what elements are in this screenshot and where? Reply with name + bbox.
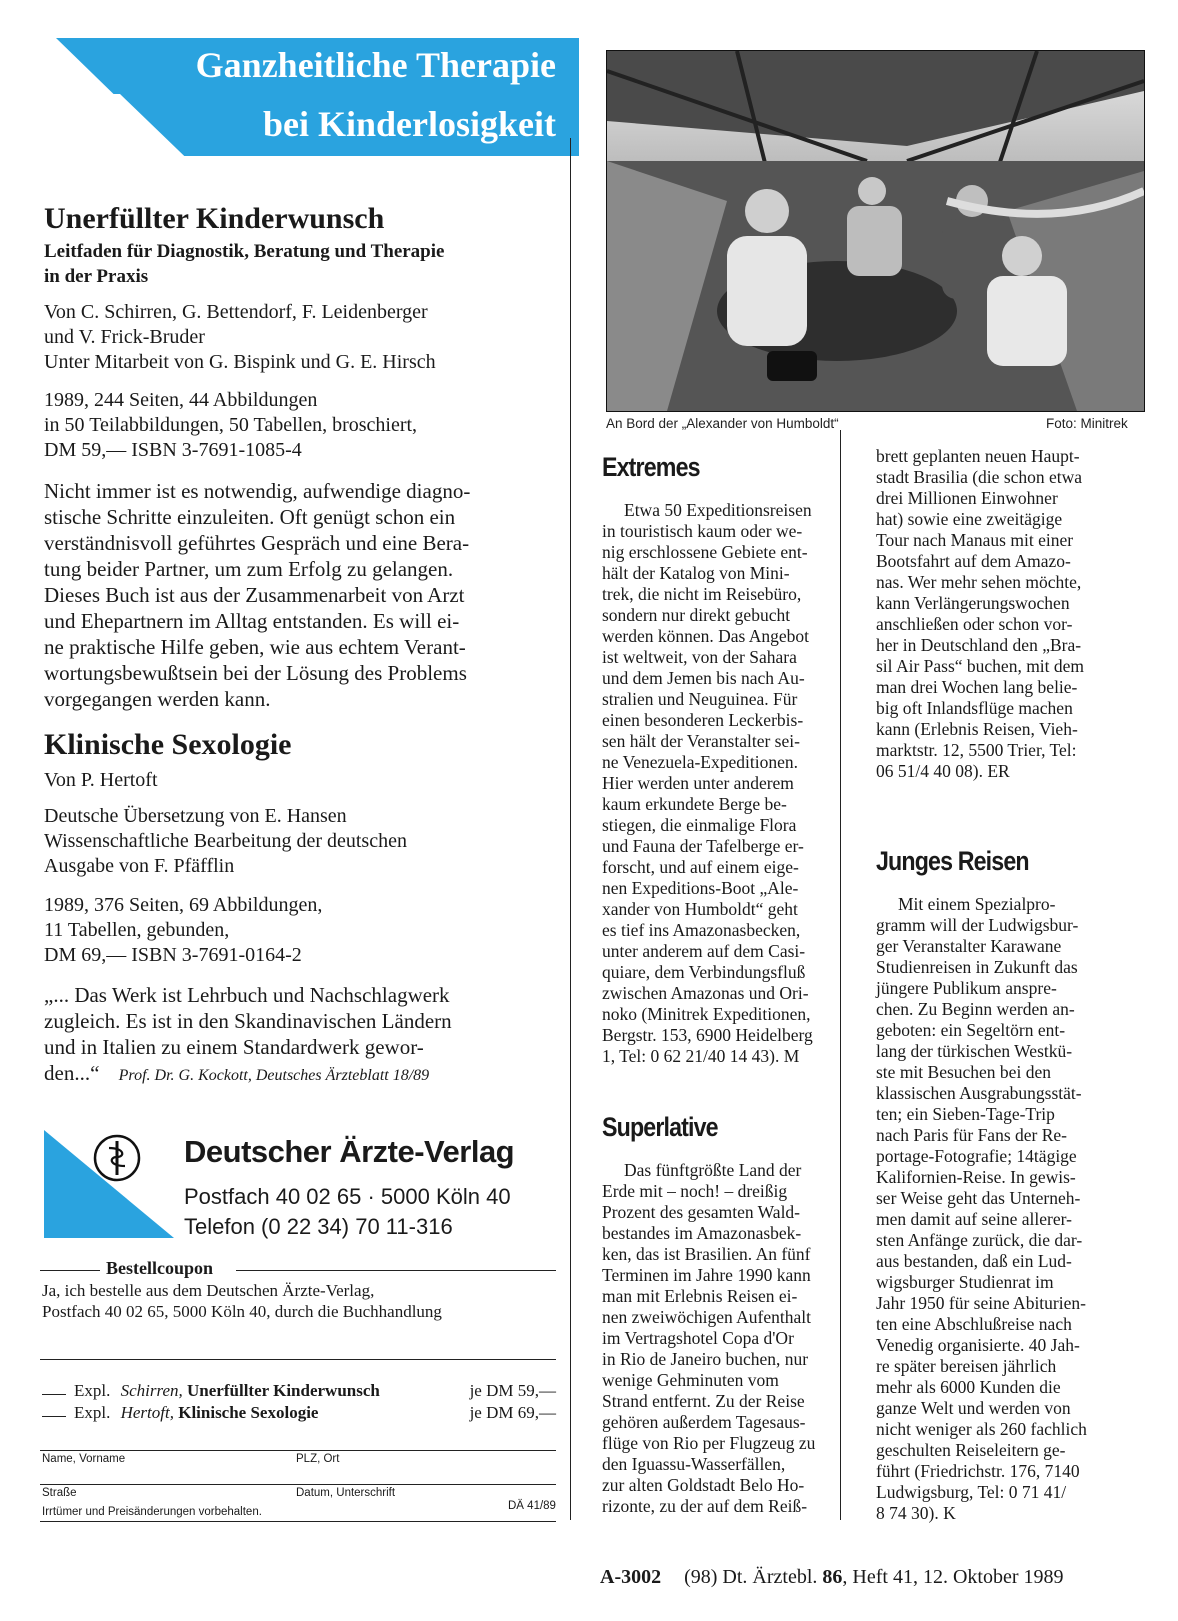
text-line: kann (Erlebnis Reisen, Vieh- (876, 719, 1078, 739)
book1-description-line: ne praktische Hilfe geben, wie aus echtem Verant- (44, 635, 466, 659)
text-line: kann Verlängerungswochen (876, 593, 1070, 613)
text-line: ist weltweit, von der Sahara (602, 647, 797, 667)
text-line: in Rio de Janeiro buchen, nur (602, 1349, 809, 1369)
book2-details-line: DM 69,— ISBN 3-7691-0164-2 (44, 944, 302, 966)
book1-details-line: 1989, 244 Seiten, 44 Abbildungen (44, 389, 318, 411)
text-line: Bootsfahrt auf dem Amazo- (876, 551, 1071, 571)
book1-description-line: Nicht immer ist es notwendig, aufwendige diagno- (44, 479, 471, 503)
text-line: und Fauna der Tafelberge er- (602, 836, 804, 856)
journal-issue-date: , Heft 41, 12. Oktober 1989 (842, 1566, 1064, 1588)
plz-field-label: PLZ, Ort (296, 1453, 340, 1465)
page-footer (600, 1566, 1063, 1589)
text-line: portage-Fotografie; 14tägige (876, 1146, 1077, 1166)
text-line: flüge von Rio per Flugzeug zu (602, 1433, 816, 1453)
text-line: drei Millionen Einwohner (876, 488, 1058, 508)
text-line: her in Deutschland den „Bra- (876, 635, 1082, 655)
text-line: re später bereisen jährlich (876, 1356, 1057, 1376)
text-line: den Iguassu-Wasserfällen, (602, 1454, 786, 1474)
text-line: hat) sowie eine zweitägige (876, 509, 1063, 529)
text-line: jüngere Publikum anspre- (876, 978, 1057, 998)
text-line: Kalifornien-Reise. In gewis- (876, 1167, 1076, 1187)
text-line: mehr als 6000 Kunden die (876, 1377, 1061, 1397)
text-line: unter anderem auf dem Casi- (602, 941, 806, 961)
text-line: 8 74 30). K (876, 1503, 956, 1523)
coupon-text (42, 1280, 442, 1322)
text-line: big oft Inlandsflüge machen (876, 698, 1073, 718)
order-prefix: Expl. (74, 1403, 111, 1422)
junges-text (876, 894, 1124, 1524)
text-line: sen hält der Veranstalter sei- (602, 731, 800, 751)
journal-volume: 86 (822, 1566, 843, 1588)
text-line: lang der türkischen Westkü- (876, 1041, 1073, 1061)
book2-details-line: 11 Tabellen, gebunden, (44, 919, 230, 941)
book1-description-line: stische Schritte einzuleiten. Oft genügt schon ein (44, 505, 456, 529)
book2-quote-line: und in Italien zu einem Standardwerk gewor- (44, 1035, 424, 1059)
text-line: ganze Welt und werden von (876, 1398, 1071, 1418)
boat-photo (606, 50, 1145, 412)
text-line: geschulten Reiseleitern ge- (876, 1440, 1066, 1460)
book2-translation-line: Ausgabe von F. Pfäfflin (44, 855, 235, 877)
coupon-bookstore-line[interactable] (40, 1359, 556, 1360)
text-line: Venedig organisierte. 40 Jah- (876, 1335, 1080, 1355)
text-line: nig erschlossene Gebiete ent- (602, 542, 808, 562)
text-line: aus bestanden, daß ein Lud- (876, 1251, 1072, 1271)
column-rule-left (570, 138, 571, 1520)
book1-description-line: verständnisvoll geführtes Gespräch und eine Bera- (44, 531, 470, 555)
name-field-label: Name, Vorname (42, 1453, 126, 1465)
text-line: hält der Katalog von Mini- (602, 563, 790, 583)
text-line: stiegen, die einmalige Flora (602, 815, 797, 835)
text-line: und dem Jemen bis nach Au- (602, 668, 805, 688)
order-author: Hertoft, (120, 1403, 174, 1422)
text-line: nen zweiwöchigen Aufenthalt (602, 1307, 811, 1327)
order-title: Unerfüllter Kinderwunsch (187, 1381, 380, 1400)
text-line: sten Anfänge zurück, die dar- (876, 1230, 1083, 1250)
text-line: stadt Brasilia (die schon etwa (876, 467, 1083, 487)
text-line: Bergstr. 153, 6900 Heidelberg (602, 1025, 813, 1045)
text-line: ten; ein Sieben-Tage-Trip (876, 1104, 1055, 1124)
text-line: bestandes im Amazonasbek- (602, 1223, 802, 1243)
book2-title: Klinische Sexologie (44, 728, 292, 761)
order-price: je DM 59,— (469, 1381, 556, 1400)
book1-description-line: Dieses Buch ist aus der Zusammenarbeit von Arzt (44, 583, 465, 607)
text-line: werden können. Das Angebot (602, 626, 810, 646)
photo-credit: Foto: Minitrek (1046, 416, 1128, 431)
book1-authors-line: Unter Mitarbeit von G. Bispink und G. E. Hirsch (44, 351, 436, 373)
text-line: kaum erkundete Berge be- (602, 794, 787, 814)
book2-quote-line: zugleich. Es ist in den Skandinavischen Ländern (44, 1009, 452, 1033)
photo-caption: An Bord der „Alexander von Humboldt“ (606, 416, 839, 431)
book1-subtitle (44, 240, 444, 289)
text-line: ten eine Abschlußreise nach (876, 1314, 1072, 1334)
text-line: Hier werden unter anderem (602, 773, 794, 793)
brasilia-text (876, 446, 1124, 782)
banner-title-line2: bei Kinderlosigkeit (262, 104, 556, 144)
text-line: anschließen oder schon vor- (876, 614, 1073, 634)
text-line: einen besonderen Leckerbis- (602, 710, 804, 730)
book1-authors (44, 300, 436, 375)
book1-description-line: vorgegangen werden kann. (44, 687, 271, 711)
text-line: wigsburger Studienrat im (876, 1272, 1054, 1292)
book1-details (44, 388, 417, 463)
coupon-order-row[interactable] (42, 1402, 556, 1424)
text-line: chen. Zu Beginn werden an- (876, 999, 1075, 1019)
text-line: Das fünftgrößte Land der (624, 1160, 802, 1180)
text-line: trek, die nicht im Reisebüro, (602, 584, 802, 604)
text-line: gehören außerdem Tagesaus- (602, 1412, 806, 1432)
text-line: Erde mit – noch! – dreißig (602, 1181, 788, 1201)
book2-details (44, 893, 322, 968)
text-line: man mit Erlebnis Reisen ei- (602, 1286, 798, 1306)
street-field-label: Straße (42, 1487, 77, 1499)
text-line: führt (Friedrichstr. 176, 7140 (876, 1461, 1080, 1481)
text-line: gramm will der Ludwigsbur- (876, 915, 1079, 935)
text-line: 1, Tel: 0 62 21/40 14 43). M (602, 1046, 800, 1066)
book1-authors-line: Von C. Schirren, G. Bettendorf, F. Leidenberger (44, 301, 428, 323)
coupon-rule-left (40, 1270, 100, 1271)
name-field-line[interactable] (40, 1450, 556, 1451)
text-line: rizonte, zu der auf dem Reiß- (602, 1496, 808, 1516)
book2-quote-line: „... Das Werk ist Lehrbuch und Nachschlagwerk (44, 983, 450, 1007)
text-line: man drei Wochen lang belie- (876, 677, 1078, 697)
text-line: Prozent des gesamten Wald- (602, 1202, 801, 1222)
quantity-blank[interactable] (42, 1402, 66, 1417)
order-price: je DM 69,— (469, 1403, 556, 1422)
book1-details-line: in 50 Teilabbildungen, 50 Tabellen, broschiert, (44, 414, 418, 436)
text-line: forscht, und auf einem eige- (602, 857, 799, 877)
text-line: nas. Wer mehr sehen möchte, (876, 572, 1082, 592)
street-field-line[interactable] (40, 1484, 556, 1485)
text-line: ken, das ist Brasilien. An fünf (602, 1244, 811, 1264)
text-line: Terminen im Jahre 1990 kann (602, 1265, 811, 1285)
book1-title: Unerfüllter Kinderwunsch (44, 202, 385, 235)
superlative-text (602, 1160, 830, 1517)
text-line: ste mit Besuchen bei den (876, 1062, 1051, 1082)
order-author: Schirren, (120, 1381, 183, 1400)
text-line: in touristisch kaum oder we- (602, 521, 803, 541)
text-line: xander von Humboldt“ geht (602, 899, 798, 919)
coupon-bottom-rule (40, 1521, 556, 1522)
order-prefix: Expl. (74, 1381, 111, 1400)
text-line: Strand entfernt. Zu der Reise (602, 1391, 805, 1411)
date-field-label: Datum, Unterschrift (296, 1487, 396, 1499)
text-line: zwischen Amazonas und Ori- (602, 983, 809, 1003)
text-line: nen Expeditions-Boot „Ale- (602, 878, 799, 898)
quantity-blank[interactable] (42, 1380, 66, 1395)
book1-description (44, 478, 556, 712)
coupon-code: DÄ 41/89 (508, 1500, 556, 1512)
book2-translation-line: Deutsche Übersetzung von E. Hansen (44, 805, 347, 827)
book2-translation-line: Wissenschaftliche Bearbeitung der deutschen (44, 830, 407, 852)
coupon-rule-right (236, 1270, 556, 1271)
text-line: wenige Gehminuten vom (602, 1370, 779, 1390)
book2-quote-line: den...“ (44, 1061, 100, 1085)
extremes-text (602, 500, 830, 1067)
column-rule-middle (840, 430, 841, 1520)
coupon-disclaimer: Irrtümer und Preisänderungen vorbehalten. (42, 1506, 262, 1518)
text-line: quiare, dem Verbindungsfluß (602, 962, 806, 982)
boat-interior-image (607, 51, 1144, 411)
banner-title-line1: Ganzheitliche Therapie (195, 45, 556, 85)
text-line: Jahr 1950 für seine Abiturien- (876, 1293, 1086, 1313)
text-line: ger Veranstalter Karawane (876, 936, 1062, 956)
book1-subtitle-line: in der Praxis (44, 265, 149, 287)
text-line: ne Venezuela-Expeditionen. (602, 752, 798, 772)
text-line: brett geplanten neuen Haupt- (876, 446, 1080, 466)
book2-details-line: 1989, 376 Seiten, 69 Abbildungen, (44, 894, 323, 916)
book2-quote-source: Prof. Dr. G. Kockott, Deutsches Ärzteblatt 18/89 (118, 1067, 430, 1084)
text-line: Studienreisen in Zukunft das (876, 957, 1078, 977)
text-line: Etwa 50 Expeditionsreisen (624, 500, 812, 520)
text-line: geboten: ein Segeltörn ent- (876, 1020, 1066, 1040)
text-line: Mit einem Spezialpro- (898, 894, 1056, 914)
coupon-text-line: Postfach 40 02 65, 5000 Köln 40, durch die Buchhandlung (42, 1302, 442, 1321)
text-line: men damit auf seine allerer- (876, 1209, 1072, 1229)
book1-description-line: wortungsbewußtsein bei der Lösung des Problems (44, 661, 467, 685)
text-line: nicht weniger als 260 fachlich (876, 1419, 1087, 1439)
text-line: sondern nur direkt gebucht (602, 605, 791, 625)
section-heading-superlative: Superlative (602, 1112, 718, 1142)
text-line: es tief ins Amazonasbecken, (602, 920, 801, 940)
coupon-order-row[interactable] (42, 1380, 556, 1402)
section-heading-extremes: Extremes (602, 452, 700, 482)
text-line: marktstr. 12, 5500 Trier, Tel: (876, 740, 1077, 760)
book2-quote (44, 982, 556, 1089)
text-line: 06 51/4 40 08). ER (876, 761, 1010, 781)
book2-author: Von P. Hertoft (44, 769, 158, 791)
book1-authors-line: und V. Frick-Bruder (44, 326, 205, 348)
text-line: klassischen Ausgrabungsstät- (876, 1083, 1082, 1103)
text-line: Ludwigsburg, Tel: 0 71 41/ (876, 1482, 1067, 1502)
text-line: Tour nach Manaus mit einer (876, 530, 1074, 550)
book1-details-line: DM 59,— ISBN 3-7691-1085-4 (44, 439, 302, 461)
book1-description-line: und Ehepartnern im Alltag entstanden. Es will ei- (44, 609, 460, 633)
publisher-name: Deutscher Ärzte-Verlag (184, 1134, 515, 1169)
text-line: sil Air Pass“ buchen, mit dem (876, 656, 1085, 676)
book2-translation (44, 804, 407, 879)
text-line: im Vertragshotel Copa d'Or (602, 1328, 794, 1348)
coupon-orders (42, 1380, 556, 1424)
text-line: noko (Minitrek Expeditionen, (602, 1004, 811, 1024)
section-heading-junges-reisen: Junges Reisen (876, 846, 1029, 876)
coupon-text-line: Ja, ich bestelle aus dem Deutschen Ärzte-Verlag, (42, 1281, 375, 1300)
text-line: zur alten Goldstadt Belo Ho- (602, 1475, 805, 1495)
order-title: Klinische Sexologie (178, 1403, 319, 1422)
publisher-phone: Telefon (0 22 34) 70 11-316 (184, 1214, 453, 1239)
text-line: stralien und Neuguinea. Für (602, 689, 798, 709)
page-number: A-3002 (600, 1566, 662, 1588)
book1-description-line: tung beider Partner, um zum Erfolg zu gelangen. (44, 557, 454, 581)
book1-subtitle-line: Leitfaden für Diagnostik, Beratung und Therapie (44, 241, 445, 262)
coupon-heading: Bestellcoupon (106, 1258, 214, 1278)
text-line: ser Weise geht das Unterneh- (876, 1188, 1081, 1208)
journal-name: (98) Dt. Ärztebl. (684, 1566, 818, 1588)
publisher-address: Postfach 40 02 65 · 5000 Köln 40 (184, 1184, 511, 1209)
text-line: nach Paris für Fans der Re- (876, 1125, 1067, 1145)
aesculap-logo-icon (92, 1133, 142, 1183)
